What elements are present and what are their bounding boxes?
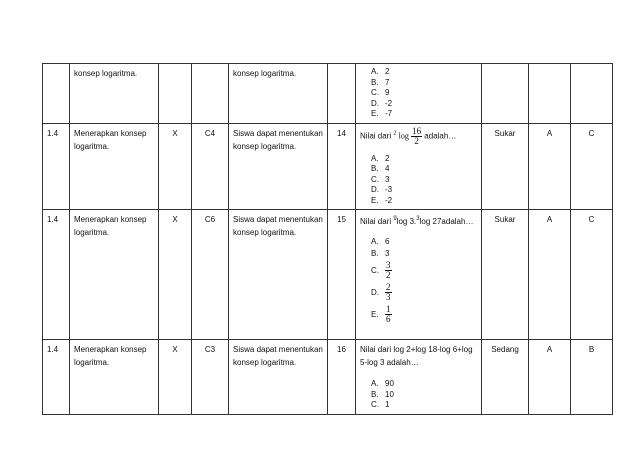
option-text: 6 <box>385 237 390 246</box>
cell-kesukaran: Sukar <box>482 123 529 210</box>
cell-nomor <box>328 64 356 124</box>
option-item <box>371 154 477 165</box>
option-item <box>371 164 477 175</box>
cell-no: 1.4 <box>43 340 70 415</box>
option-item <box>371 236 477 248</box>
cell-nomor: 15 <box>328 210 356 340</box>
option-item <box>371 304 477 326</box>
cell-level: C3 <box>192 340 229 415</box>
question-grid-table <box>42 63 613 415</box>
log-word: log <box>398 131 409 141</box>
fraction <box>411 127 422 146</box>
question-text <box>360 127 477 146</box>
cell-kd: Menerapkan konsep logaritma. <box>70 340 159 415</box>
option-letter: A. <box>371 153 379 163</box>
question-prefix: Nilai dari <box>360 217 392 226</box>
cell-kelas: X <box>159 340 192 415</box>
option-text: 1 <box>385 400 390 409</box>
cell-kesukaran: Sedang <box>482 340 529 415</box>
cell-kunci: A <box>529 123 571 210</box>
cell-indikator: Siswa dapat menentukan konsep logaritma. <box>229 123 328 210</box>
cell-kelas: X <box>159 210 192 340</box>
option-letter: C. <box>371 400 379 409</box>
cell-kd: konsep logaritma. <box>70 64 159 124</box>
option-item <box>371 196 477 207</box>
option-letter: D. <box>371 98 379 108</box>
cell-kelas <box>159 64 192 124</box>
cell-ket <box>571 64 613 124</box>
option-list <box>360 379 477 411</box>
cell-kunci <box>529 64 571 124</box>
cell-no: 1.4 <box>43 123 70 210</box>
table-row <box>43 210 613 340</box>
cell-no: 1.4 <box>43 210 70 340</box>
option-text: 90 <box>385 379 394 388</box>
option-letter: B. <box>371 249 379 258</box>
option-letter: A. <box>371 379 379 388</box>
option-letter: D. <box>371 288 379 297</box>
option-list <box>360 67 477 120</box>
option-text: 10 <box>385 389 394 399</box>
cell-kd: Menerapkan konsep logaritma. <box>70 123 159 210</box>
fraction <box>385 305 392 324</box>
table-row <box>43 123 613 210</box>
question-text <box>360 213 477 228</box>
option-item <box>371 99 477 110</box>
cell-soal <box>356 123 482 210</box>
log-base: 9 <box>393 216 397 222</box>
cell-indikator: Siswa dapat menentukan konsep logaritma. <box>229 340 328 415</box>
option-letter: D. <box>371 185 379 194</box>
fraction-numerator: 2 <box>386 282 391 293</box>
option-letter: C. <box>371 88 379 97</box>
fraction-denominator: 2 <box>386 270 391 281</box>
fraction-numerator: 16 <box>412 125 422 136</box>
option-item <box>371 175 477 186</box>
question-text: Nilai dari log 2+log 18-log 6+log 5-log 3 adalah… <box>360 345 473 367</box>
option-list <box>360 236 477 326</box>
cell-indikator: konsep logaritma. <box>229 64 328 124</box>
cell-no <box>43 64 70 124</box>
cell-soal <box>356 64 482 124</box>
option-item <box>371 109 477 120</box>
cell-soal <box>356 210 482 340</box>
option-text: 3 <box>385 249 390 258</box>
option-letter: C. <box>371 174 379 184</box>
fraction-denominator: 6 <box>386 314 391 325</box>
option-item <box>371 67 477 78</box>
option-item <box>371 282 477 304</box>
question-prefix: Nilai dari <box>360 131 392 141</box>
option-text: -2 <box>385 195 393 205</box>
option-item <box>371 248 477 260</box>
option-letter: A. <box>371 237 379 246</box>
cell-kesukaran: Sukar <box>482 210 529 340</box>
cell-nomor: 14 <box>328 123 356 210</box>
option-item <box>371 379 477 390</box>
question-suffix: log 27adalah… <box>419 217 474 226</box>
cell-level: C6 <box>192 210 229 340</box>
table-row <box>43 64 613 124</box>
cell-kd: Menerapkan konsep logaritma. <box>70 210 159 340</box>
option-text: 3 <box>385 174 390 184</box>
option-text: -3 <box>385 185 393 194</box>
option-list <box>360 154 477 207</box>
fraction-denominator: 3 <box>386 292 391 303</box>
fraction-numerator: 1 <box>386 304 391 315</box>
option-item <box>371 260 477 282</box>
option-item <box>371 88 477 99</box>
fraction-denominator: 2 <box>414 135 419 146</box>
option-letter: C. <box>371 266 379 275</box>
option-item <box>371 390 477 401</box>
option-letter: A. <box>371 67 379 76</box>
cell-kunci: A <box>529 340 571 415</box>
cell-kunci: A <box>529 210 571 340</box>
option-letter: E. <box>371 310 379 319</box>
log-base: 3 <box>416 216 420 222</box>
cell-kesukaran <box>482 64 529 124</box>
option-letter: E. <box>371 195 379 205</box>
assessment-grid-page <box>42 63 612 415</box>
fraction <box>385 283 392 302</box>
option-item <box>371 400 477 411</box>
table-row <box>43 340 613 415</box>
option-text: -7 <box>385 109 393 118</box>
option-letter: B. <box>371 77 379 87</box>
fraction-numerator: 3 <box>386 260 391 271</box>
cell-ket: C <box>571 123 613 210</box>
cell-soal <box>356 340 482 415</box>
log-base: 2 <box>393 130 397 137</box>
cell-nomor: 16 <box>328 340 356 415</box>
fraction <box>385 261 392 280</box>
option-letter: E. <box>371 109 379 118</box>
option-item <box>371 185 477 196</box>
option-text: 7 <box>385 77 390 87</box>
option-text: 4 <box>385 164 390 173</box>
option-text: 9 <box>385 88 390 97</box>
cell-ket: B <box>571 340 613 415</box>
cell-indikator: Siswa dapat menentukan konsep logaritma. <box>229 210 328 340</box>
cell-level: C4 <box>192 123 229 210</box>
option-text: 2 <box>385 153 390 163</box>
cell-kelas: X <box>159 123 192 210</box>
cell-ket: C <box>571 210 613 340</box>
option-item <box>371 78 477 89</box>
option-letter: B. <box>371 389 379 399</box>
question-suffix: adalah… <box>424 131 457 141</box>
option-letter: B. <box>371 164 379 173</box>
option-text: -2 <box>385 98 393 108</box>
cell-level <box>192 64 229 124</box>
question-middle: log 3. <box>396 217 417 226</box>
option-text: 2 <box>385 67 390 76</box>
